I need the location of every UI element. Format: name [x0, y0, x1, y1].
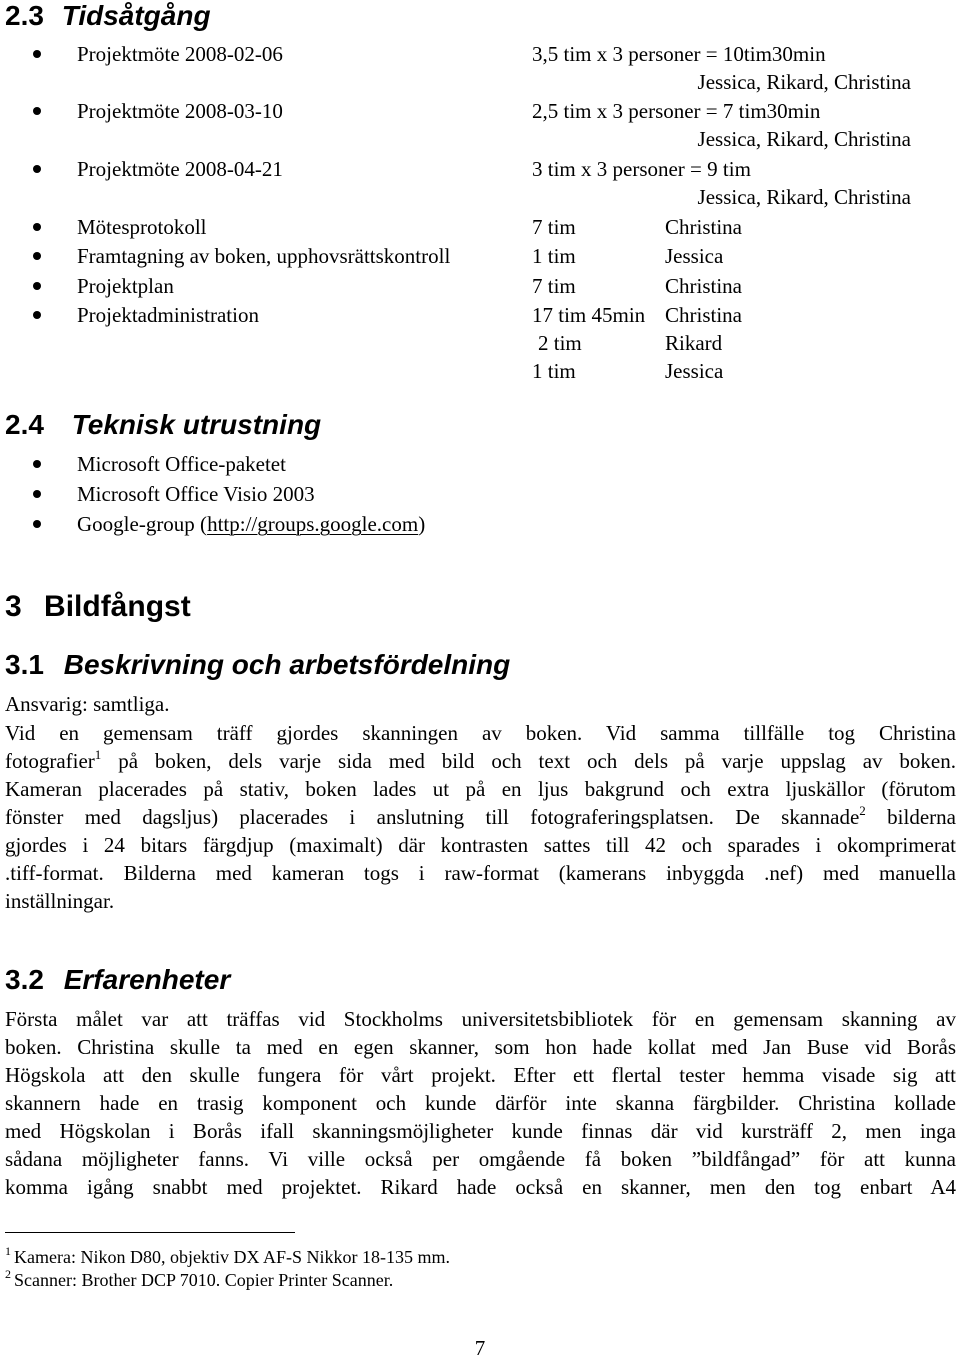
paragraph-line: sådana möjligheter fanns. Vi ville också per omgående få boken ”bildfångad” för att kunna: [5, 1147, 956, 1171]
equipment-label: Microsoft Office Visio 2003: [77, 482, 315, 506]
time-value: 1 tim: [532, 359, 576, 383]
task-label: Mötesprotokoll: [77, 215, 207, 239]
bullet-icon: [33, 107, 41, 115]
paragraph-line: boken. Christina skulle ta med en egen skanner, som hon hade kollat med Jan Buse vid Borås: [5, 1035, 956, 1059]
bullet-icon: [33, 311, 41, 319]
page-number: 7: [474, 1336, 486, 1360]
heading-number: 2.4: [5, 409, 44, 440]
task-label: Projektmöte 2008-04-21: [77, 157, 283, 181]
heading-2-4: [5, 409, 321, 441]
task-label: Projektadministration: [77, 303, 259, 327]
bullet-icon: [33, 460, 41, 468]
heading-2-3: [5, 0, 211, 32]
paragraph-line: gjordes i 24 bitars färgdjup (maximalt) där kontrasten sattes till 42 och sparades i okomprimerat: [5, 833, 956, 857]
paragraph-line: Vid en gemensam träff gjordes skanningen av boken. Vid samma tillfälle tog Christina: [5, 721, 956, 745]
person-value: Christina: [665, 215, 742, 239]
heading-number: 3.1: [5, 649, 44, 680]
footnote-ref: 1: [94, 747, 102, 762]
equipment-item: [0, 480, 960, 508]
heading-title: Beskrivning och arbetsfördelning: [63, 649, 511, 680]
time-item: [0, 301, 960, 329]
people-row: [0, 68, 960, 96]
google-group-link[interactable]: http://groups.google.com: [207, 512, 419, 536]
task-label: Projektmöte 2008-02-06: [77, 42, 283, 66]
time-value: 2 tim: [538, 331, 582, 355]
time-value: 1 tim: [532, 244, 576, 268]
responsible-text: Ansvarig: samtliga.: [5, 692, 170, 716]
paragraph-line: .tiff-format. Bilderna med kameran togs i raw-format (kamerans inbyggda .nef) med manuella: [5, 861, 956, 885]
footnote-mark: 1: [5, 1244, 11, 1258]
time-extra-row: [0, 357, 960, 385]
heading-title: Teknisk utrustning: [71, 409, 322, 440]
paragraph-line: [5, 803, 956, 831]
time-value: 2,5 tim x 3 personer = 7 tim30min: [532, 99, 821, 123]
footnote-ref: 2: [859, 803, 866, 818]
people-row: [0, 125, 960, 153]
paragraph-line: komma igång snabbt med projektet. Rikard hade också en skanner, men den tog enbart A4: [5, 1175, 956, 1199]
person-value: Rikard: [665, 331, 723, 355]
bullet-icon: [33, 252, 41, 260]
heading-number: 3: [5, 590, 22, 623]
google-group-suffix: ): [418, 512, 426, 536]
bullet-icon: [33, 282, 41, 290]
time-extra-row: [0, 329, 960, 357]
equipment-item: [0, 450, 960, 478]
bullet-icon: [33, 50, 41, 58]
line-text: fönster med dagsljus) placerades i anslutning till fotograferingsplatsen. De skannade: [5, 805, 860, 829]
bullet-icon: [33, 520, 41, 528]
paragraph-line: med Högskolan i Borås ifall skanningsmöjligheter kunde finnas där vid kursträff 2, men inga: [5, 1119, 956, 1143]
people-value: Jessica, Rikard, Christina: [697, 70, 911, 94]
paragraph-3-1: [5, 719, 956, 915]
person-value: Christina: [665, 274, 742, 298]
bullet-icon: [33, 165, 41, 173]
line-text: på boken, dels varje sida med bild och text och dels på varje uppslag av boken.: [101, 749, 956, 773]
heading-title: Bildfångst: [44, 590, 191, 623]
time-value: 3,5 tim x 3 personer = 10tim30min: [532, 42, 826, 66]
line-text: fotografier: [5, 749, 95, 773]
footnote-separator: [5, 1232, 295, 1233]
equipment-label: [77, 510, 425, 538]
time-item: [0, 40, 960, 68]
paragraph-line: Första målet var att träffas vid Stockholms universitetsbibliotek för en gemensam skanning av: [5, 1007, 956, 1031]
bullet-icon: [33, 490, 41, 498]
time-value: 17 tim 45min: [532, 303, 646, 327]
equipment-item: [0, 510, 960, 538]
time-value: 7 tim: [532, 215, 576, 239]
task-label: Projektplan: [77, 274, 174, 298]
people-row: [0, 183, 960, 211]
time-item: [0, 272, 960, 300]
paragraph-line: skannern hade en trasig komponent och kunde därför inte skanna färgbilder. Christina kollade: [5, 1091, 956, 1115]
heading-3: [5, 590, 191, 624]
heading-3-2: [5, 964, 230, 996]
footnote-text: Scanner: Brother DCP 7010. Copier Printer Scanner.: [14, 1270, 394, 1290]
task-label: Framtagning av boken, upphovsrättskontroll: [77, 244, 451, 268]
footnote-mark: 2: [5, 1267, 11, 1281]
heading-number: 3.2: [5, 964, 44, 995]
person-value: Jessica: [665, 244, 724, 268]
paragraph-line: [5, 747, 956, 775]
paragraph-line: Högskola att den skulle fungera för vårt projekt. Efter ett flertal tester hemma visade sig att: [5, 1063, 956, 1087]
time-item: [0, 213, 960, 241]
paragraph-line: Kameran placerades på stativ, boken lades ut på en ljus bakgrund och extra ljuskällor (förutom: [5, 777, 956, 801]
time-value: 7 tim: [532, 274, 576, 298]
people-value: Jessica, Rikard, Christina: [697, 127, 911, 151]
time-item: [0, 155, 960, 183]
person-value: Jessica: [665, 359, 724, 383]
bullet-icon: [33, 223, 41, 231]
people-value: Jessica, Rikard, Christina: [697, 185, 911, 209]
person-value: Christina: [665, 303, 742, 327]
heading-3-1: [5, 649, 510, 681]
equipment-label: Microsoft Office-paketet: [77, 452, 286, 476]
time-item: [0, 97, 960, 125]
line-text: bilderna: [865, 805, 956, 829]
heading-title: Erfarenheter: [63, 964, 231, 995]
time-value: 3 tim x 3 personer = 9 tim: [532, 157, 751, 181]
footnote: [5, 1246, 450, 1268]
task-label: Projektmöte 2008-03-10: [77, 99, 283, 123]
time-item: [0, 242, 960, 270]
paragraph-line: inställningar.: [5, 889, 115, 913]
footnote: [5, 1269, 393, 1291]
heading-number: 2.3: [5, 0, 44, 31]
paragraph-3-2: [5, 1005, 956, 1201]
google-group-prefix: Google-group (: [77, 512, 208, 536]
footnote-text: Kamera: Nikon D80, objektiv DX AF-S Nikkor 18-135 mm.: [14, 1247, 450, 1267]
responsible-line: [5, 690, 956, 718]
heading-title: Tidsåtgång: [61, 0, 211, 31]
